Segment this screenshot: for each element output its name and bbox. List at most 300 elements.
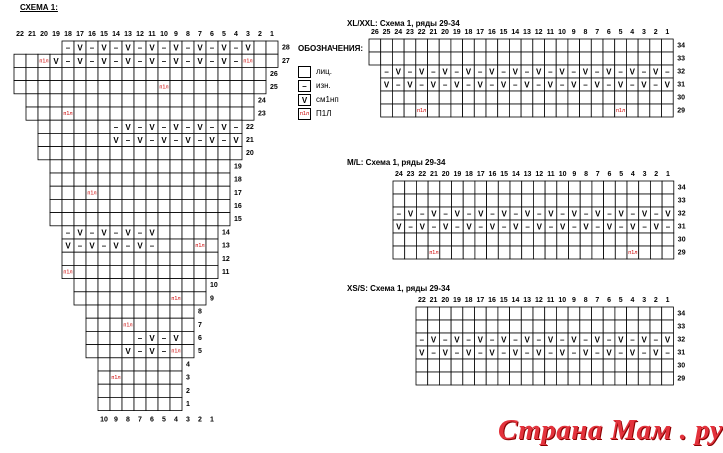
grid-cell <box>604 194 616 207</box>
chart-row <box>62 252 230 265</box>
column-number: 17 <box>476 171 485 178</box>
slip-stitch-symbol: V <box>149 347 155 357</box>
grid-cell <box>487 181 499 194</box>
grid-cell <box>416 194 428 207</box>
purl-symbol: – <box>65 43 71 53</box>
purl-symbol: – <box>431 348 436 358</box>
column-number: 3 <box>186 416 190 424</box>
grid-cell <box>510 372 522 385</box>
grid-cell <box>592 233 604 246</box>
grid-cell <box>556 307 568 320</box>
purl-symbol: – <box>137 122 143 132</box>
row-number: 25 <box>270 84 278 92</box>
grid-cell <box>533 372 545 385</box>
chart-row <box>98 371 190 384</box>
grid-cell <box>182 292 194 305</box>
grid-svg <box>416 297 703 405</box>
legend-symbol-box <box>298 66 311 78</box>
grid-cell <box>580 52 592 65</box>
purl-symbol: – <box>490 209 495 219</box>
grid-cell <box>146 318 158 331</box>
grid-cell <box>86 292 98 305</box>
slip-stitch-symbol: V <box>125 347 131 357</box>
purl-symbol: – <box>606 80 612 90</box>
grid-cell <box>568 307 580 320</box>
grid-cell <box>182 199 194 212</box>
grid-cell <box>134 305 146 318</box>
grid-cell <box>650 39 662 52</box>
grid-cell <box>592 194 604 207</box>
grid-cell <box>615 181 627 194</box>
grid-cell <box>451 320 463 333</box>
purl-symbol: – <box>478 348 483 358</box>
grid-cell <box>194 160 206 173</box>
grid-cell <box>62 147 74 160</box>
xs-s-chart <box>416 297 701 387</box>
grid-cell <box>580 307 592 320</box>
grid-cell <box>662 372 674 385</box>
grid-cell <box>592 359 604 372</box>
grid-cell <box>158 173 170 186</box>
grid-cell <box>545 52 557 65</box>
chart-row <box>393 181 686 194</box>
grid-cell <box>158 318 170 331</box>
grid-cell <box>110 186 122 199</box>
slip-stitch-symbol: V <box>524 335 530 345</box>
grid-cell <box>556 320 568 333</box>
grid-cell <box>486 104 498 117</box>
m-l-chart <box>393 171 693 261</box>
chart-row <box>38 147 254 160</box>
grid-cell <box>580 194 592 207</box>
grid-cell <box>556 39 568 52</box>
grid-cell <box>486 307 498 320</box>
column-number: 10 <box>558 171 567 178</box>
purl-symbol: – <box>513 209 519 219</box>
grid-cell <box>580 91 592 104</box>
grid-cell <box>230 147 242 160</box>
grid-cell <box>591 91 603 104</box>
column-number: 6 <box>150 416 154 424</box>
row-number: 21 <box>246 137 254 144</box>
grid-cell <box>98 305 110 318</box>
purl-symbol: – <box>618 348 623 358</box>
grid-cell <box>662 91 674 104</box>
column-number: 20 <box>441 171 450 178</box>
grid-cell <box>591 52 603 65</box>
grid-cell <box>122 199 134 212</box>
grid-cell <box>545 246 557 259</box>
slip-stitch-symbol: V <box>137 136 143 145</box>
column-number: 6 <box>606 29 611 36</box>
grid-cell <box>86 173 98 186</box>
row-number: 31 <box>677 349 686 357</box>
column-number: 19 <box>452 29 461 36</box>
chart-row <box>416 359 685 372</box>
purl-symbol: – <box>665 348 670 358</box>
purl-symbol: – <box>161 334 167 343</box>
grid-cell <box>533 233 545 246</box>
purl-symbol: – <box>65 228 71 238</box>
slip-stitch-symbol: V <box>113 241 119 251</box>
grid-cell <box>545 233 557 246</box>
slip-stitch-symbol: V <box>524 209 531 219</box>
grid-cell <box>62 186 74 199</box>
chart-row <box>393 246 686 259</box>
slip-stitch-symbol: V <box>595 209 601 219</box>
slip-stitch-symbol: V <box>665 209 671 219</box>
grid-cell <box>592 181 604 194</box>
slip-stitch-symbol: V <box>197 43 203 53</box>
grid-cell <box>74 173 86 186</box>
grid-cell <box>98 384 110 397</box>
grid-cell <box>463 181 475 194</box>
slip-stitch-symbol: V <box>583 222 589 232</box>
column-number: 4 <box>630 171 635 178</box>
grid-cell <box>122 384 134 397</box>
purl-symbol: – <box>513 335 518 345</box>
column-number: 14 <box>112 31 120 38</box>
grid-cell <box>650 372 662 385</box>
grid-cell <box>206 107 218 120</box>
purl-symbol: – <box>407 67 413 77</box>
column-number: 7 <box>595 29 600 36</box>
grid-cell <box>463 233 475 246</box>
column-number: 1 <box>665 29 670 36</box>
grid-cell <box>26 81 38 94</box>
row-number: 7 <box>198 321 202 329</box>
grid-cell <box>509 39 521 52</box>
slip-stitch-symbol: V <box>149 122 155 132</box>
grid-cell <box>498 181 510 194</box>
grid-cell <box>122 397 134 410</box>
purl-symbol: – <box>641 67 647 77</box>
slip-stitch-symbol: V <box>582 348 589 358</box>
grid-cell <box>194 173 206 186</box>
purl-symbol: – <box>65 56 71 66</box>
slip-stitch-symbol: V <box>501 335 507 345</box>
grid-cell <box>74 265 86 278</box>
column-number: 1 <box>665 297 670 304</box>
column-number: 8 <box>584 171 589 178</box>
grid-cell <box>392 39 404 52</box>
column-number: 12 <box>534 29 543 36</box>
grid-cell <box>98 265 110 278</box>
row-number: 30 <box>677 94 685 102</box>
column-number: 5 <box>222 31 226 38</box>
grid-cell <box>218 160 230 173</box>
grid-cell <box>463 52 475 65</box>
chart-row <box>416 372 685 385</box>
grid-cell <box>545 104 557 117</box>
grid-cell <box>62 173 74 186</box>
chart-row <box>381 91 685 104</box>
grid-cell <box>545 181 557 194</box>
slip-stitch-symbol: V <box>559 222 566 232</box>
grid-cell <box>487 194 499 207</box>
slip-stitch-symbol: V <box>53 56 59 66</box>
slip-stitch-symbol: V <box>594 335 601 345</box>
slip-stitch-symbol: V <box>454 80 460 90</box>
grid-cell <box>218 94 230 107</box>
grid-cell <box>182 345 194 358</box>
column-number: 3 <box>642 297 647 304</box>
grid-cell <box>509 104 521 117</box>
grid-cell <box>134 81 146 94</box>
grid-cell <box>182 318 194 331</box>
xl-xxl-chart-title: XL/XXL: Схема 1, ряды 29-34 <box>347 19 460 28</box>
grid-cell <box>463 194 475 207</box>
grid-cell <box>498 104 510 117</box>
grid-cell <box>146 358 158 371</box>
slip-stitch-symbol: V <box>512 348 519 358</box>
purl-symbol: – <box>419 335 425 345</box>
column-number: 8 <box>186 31 190 38</box>
purl-symbol: – <box>113 56 119 66</box>
chart-row <box>393 194 686 207</box>
grid-cell <box>146 252 158 265</box>
grid-cell <box>182 213 194 226</box>
grid-cell <box>146 292 158 305</box>
chart-row <box>86 331 202 344</box>
slip-stitch-symbol: V <box>77 56 83 66</box>
grid-cell <box>110 107 122 120</box>
purl-symbol: – <box>653 335 659 345</box>
grid-cell <box>545 39 557 52</box>
grid-cell <box>98 345 110 358</box>
grid-cell <box>110 318 122 331</box>
purl-symbol: – <box>161 347 167 357</box>
grid-cell <box>487 233 499 246</box>
grid-cell <box>98 186 110 199</box>
grid-cell <box>638 104 650 117</box>
chart-row <box>14 81 278 94</box>
row-number: 17 <box>234 189 242 197</box>
column-number: 8 <box>126 416 130 424</box>
grid-cell <box>404 39 416 52</box>
grid-cell <box>405 181 417 194</box>
column-number: 10 <box>160 31 168 38</box>
grid-svg <box>369 29 703 137</box>
grid-cell <box>170 107 182 120</box>
grid-cell <box>98 213 110 226</box>
grid-cell <box>498 91 510 104</box>
row-number: 26 <box>270 71 278 78</box>
purl-symbol: – <box>654 209 659 219</box>
p1l-symbol: п1л <box>63 269 73 276</box>
purl-symbol: – <box>583 335 588 345</box>
slip-stitch-symbol: V <box>478 209 484 219</box>
grid-cell <box>592 307 604 320</box>
row-number: 33 <box>677 55 685 63</box>
grid-cell <box>440 194 452 207</box>
grid-cell <box>182 265 194 278</box>
grid-cell <box>439 91 451 104</box>
column-number: 26 <box>370 29 379 36</box>
row-number: 34 <box>677 184 686 192</box>
row-number: 10 <box>210 282 218 290</box>
column-number: 24 <box>394 29 403 36</box>
grid-cell <box>242 94 254 107</box>
row-number: 32 <box>677 68 685 76</box>
grid-cell <box>604 246 616 259</box>
grid-cell <box>475 359 487 372</box>
grid-cell <box>510 320 522 333</box>
chart-row <box>62 265 230 278</box>
grid-cell <box>393 233 405 246</box>
column-number: 15 <box>499 29 508 36</box>
row-number: 29 <box>677 107 685 115</box>
purl-symbol: – <box>125 241 131 251</box>
grid-cell <box>206 173 218 186</box>
grid-cell <box>521 320 533 333</box>
grid-cell <box>158 279 170 292</box>
grid-cell <box>182 81 194 94</box>
purl-symbol: – <box>536 335 542 345</box>
grid-cell <box>62 133 74 146</box>
grid-cell <box>134 318 146 331</box>
purl-symbol: – <box>665 222 671 232</box>
grid-cell <box>110 397 122 410</box>
purl-symbol: – <box>455 222 460 232</box>
slip-stitch-symbol: V <box>571 335 577 345</box>
grid-cell <box>38 107 50 120</box>
purl-symbol: – <box>419 80 424 90</box>
scheme1-title: СХЕМА 1: <box>20 3 58 12</box>
column-number: 2 <box>654 171 659 178</box>
grid-cell <box>134 186 146 199</box>
slip-stitch-symbol: V <box>185 136 191 145</box>
grid-cell <box>392 52 404 65</box>
grid-cell <box>194 265 206 278</box>
slip-stitch-symbol: V <box>454 209 461 219</box>
grid-cell <box>134 384 146 397</box>
grid-cell <box>158 371 170 384</box>
row-number: 30 <box>677 362 686 370</box>
column-number: 13 <box>523 297 532 304</box>
column-number: 18 <box>64 31 72 38</box>
grid-cell <box>627 307 639 320</box>
grid-cell <box>38 147 50 160</box>
grid-cell <box>170 279 182 292</box>
grid-cell <box>416 181 428 194</box>
grid-cell <box>475 233 487 246</box>
slip-stitch-symbol: V <box>465 348 472 358</box>
slip-stitch-symbol: V <box>442 67 448 77</box>
purl-symbol: – <box>571 67 576 77</box>
grid-cell <box>98 279 110 292</box>
column-number: 3 <box>246 31 250 38</box>
slip-stitch-symbol: V <box>466 222 472 232</box>
grid-cell <box>498 39 510 52</box>
slip-stitch-symbol: V <box>618 209 624 219</box>
grid-cell <box>146 147 158 160</box>
purl-symbol: – <box>443 335 448 345</box>
purl-symbol: – <box>161 56 167 66</box>
grid-cell <box>170 358 182 371</box>
grid-cell <box>627 320 639 333</box>
p1l-symbol: п1л <box>243 58 253 65</box>
grid-cell <box>62 120 74 133</box>
row-number: 31 <box>677 223 686 231</box>
slip-stitch-symbol: V <box>419 222 425 232</box>
grid-cell <box>86 133 98 146</box>
grid-cell <box>86 305 98 318</box>
chart-row <box>38 120 254 133</box>
grid-cell <box>475 320 487 333</box>
row-number: 19 <box>234 163 242 171</box>
grid-cell <box>194 213 206 226</box>
column-number: 2 <box>198 416 202 424</box>
row-number: 24 <box>258 97 266 105</box>
grid-cell <box>615 359 627 372</box>
slip-stitch-symbol: V <box>641 209 648 219</box>
grid-cell <box>369 39 381 52</box>
row-number: 11 <box>222 269 230 276</box>
grid-cell <box>545 320 557 333</box>
purl-symbol: – <box>665 67 670 77</box>
purl-symbol: – <box>501 222 507 232</box>
row-number: 15 <box>234 216 242 224</box>
grid-cell <box>86 279 98 292</box>
grid-cell <box>74 279 86 292</box>
column-number: 12 <box>534 297 543 304</box>
grid-cell <box>463 307 475 320</box>
grid-cell <box>218 186 230 199</box>
grid-cell <box>405 246 417 259</box>
slip-stitch-symbol: V <box>407 209 414 219</box>
grid-cell <box>463 359 475 372</box>
purl-symbol: – <box>221 136 227 145</box>
grid-cell <box>591 39 603 52</box>
grid-cell <box>662 320 674 333</box>
purl-symbol: – <box>478 222 483 232</box>
purl-symbol: – <box>408 222 413 232</box>
grid-cell <box>615 246 627 259</box>
grid-cell <box>487 246 499 259</box>
grid-cell <box>627 359 639 372</box>
row-number: 23 <box>258 110 266 118</box>
column-number: 5 <box>618 29 623 36</box>
slip-stitch-symbol: V <box>582 67 589 77</box>
grid-cell <box>14 54 26 67</box>
grid-cell <box>206 226 218 239</box>
grid-cell <box>428 39 440 52</box>
row-number: 32 <box>677 336 686 344</box>
grid-cell <box>405 233 417 246</box>
grid-cell <box>381 52 393 65</box>
slip-stitch-symbol: V <box>629 67 635 77</box>
slip-stitch-symbol: V <box>89 241 95 251</box>
column-number: 13 <box>124 31 132 38</box>
row-number: 13 <box>222 242 230 250</box>
slip-stitch-symbol: V <box>161 136 167 145</box>
grid-cell <box>170 147 182 160</box>
chart-row <box>50 213 242 226</box>
grid-cell <box>194 94 206 107</box>
grid-cell <box>650 91 662 104</box>
slip-stitch-symbol: V <box>547 80 554 90</box>
grid-cell <box>242 81 254 94</box>
grid-cell <box>509 52 521 65</box>
grid-cell <box>521 91 533 104</box>
column-number: 1 <box>665 171 670 178</box>
purl-symbol: – <box>454 348 460 358</box>
grid-cell <box>218 199 230 212</box>
grid-cell <box>440 246 452 259</box>
grid-cell <box>26 54 38 67</box>
column-number: 12 <box>535 171 544 178</box>
